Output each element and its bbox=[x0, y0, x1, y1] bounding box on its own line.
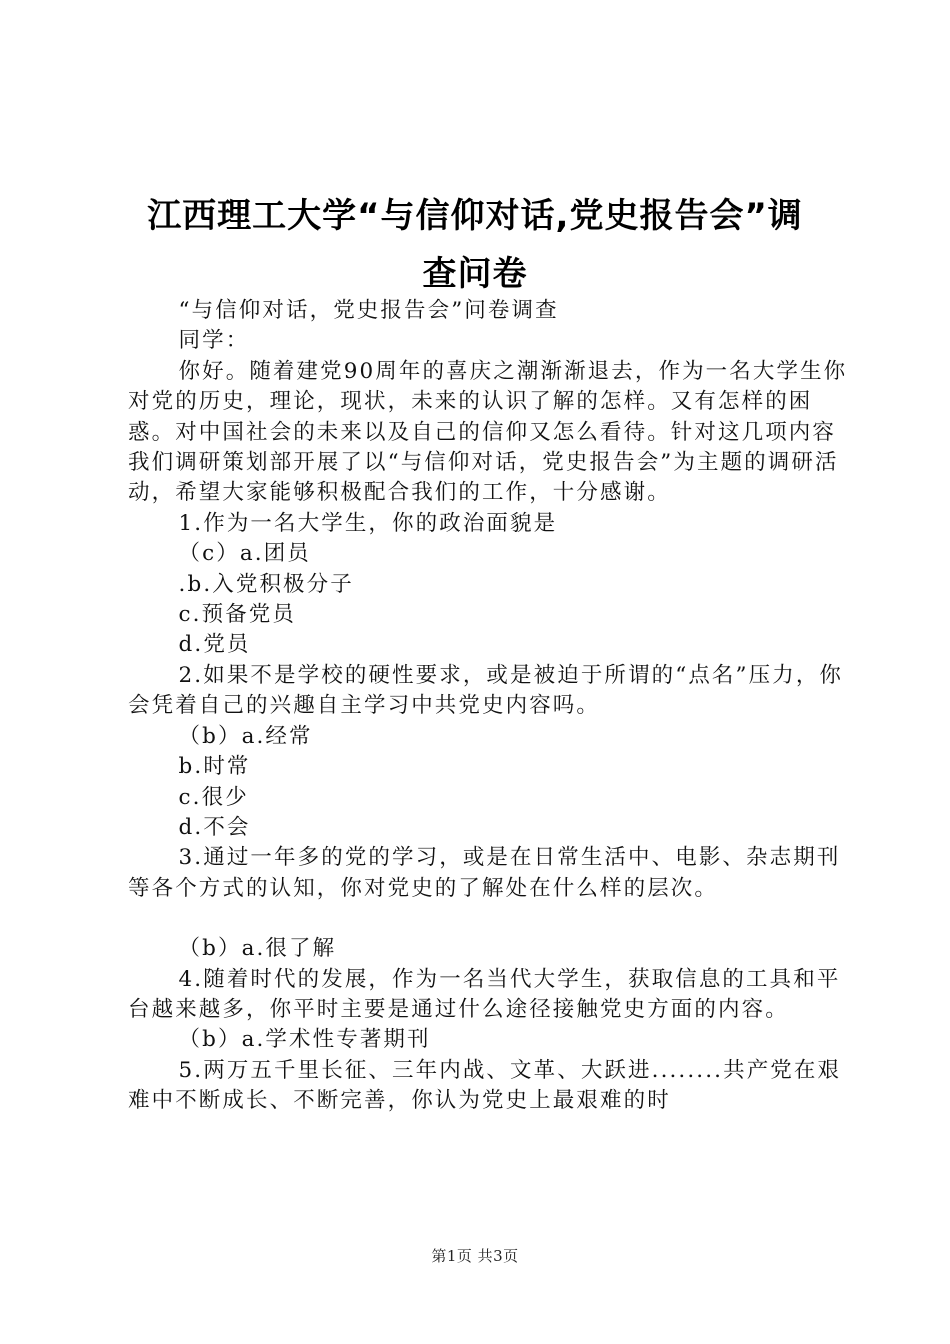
question-4-option-a: （b）a.学术性专著期刊 bbox=[178, 1027, 431, 1053]
question-2-option-a: （b）a.经常 bbox=[178, 723, 313, 749]
question-2: 2.如果不是学校的硬性要求，或是被迫于所谓的“点名”压力，你会凭着自己的兴趣自主学习中共党史内容吗。 bbox=[128, 662, 844, 719]
question-1-option-b: .b.入党积极分子 bbox=[178, 571, 354, 597]
question-1: 1.作为一名大学生，你的政治面貌是 bbox=[178, 510, 558, 536]
question-3: 3.通过一年多的党的学习，或是在日常生活中、电影、杂志期刊等各个方式的认知，你对党史的了解处在什么样的层次。 bbox=[128, 845, 841, 901]
document-title-line-1: 江西理工大学“与信仰对话,党史报告会”调 bbox=[147, 196, 803, 236]
salutation: 同学： bbox=[178, 328, 250, 354]
page-footer: 第1页 共3页 bbox=[431, 1247, 519, 1265]
question-2-option-b: b.时常 bbox=[178, 754, 251, 780]
question-1-option-a: （c）a.团员 bbox=[178, 541, 311, 567]
document-title-line-2: 查问卷 bbox=[422, 254, 528, 294]
question-1-option-c: c.预备党员 bbox=[178, 602, 296, 628]
question-2-option-c: c.很少 bbox=[178, 784, 249, 810]
blank-line bbox=[128, 904, 848, 934]
intro-paragraph: 你好。随着建党90周年的喜庆之潮渐渐退去，作为一名大学生你对党的历史，理论，现状，未来的认识了解的怎样。又有怎样的困惑。对中国社会的未来以及自己的信仰又怎么看待。针对这几项内容我们调研策划部开展了以“与信仰对话，党史报告会”为主题的调研活动，希望大家能够积极配合我们的工作，十分感谢。 bbox=[128, 358, 848, 506]
question-4: 4.随着时代的发展，作为一名当代大学生，获取信息的工具和平台越来越多，你平时主要是通过什么途径接触党史方面的内容。 bbox=[128, 966, 841, 1022]
question-3-option-a: （b）a.很了解 bbox=[178, 936, 337, 962]
document-body bbox=[128, 296, 848, 1117]
survey-heading: “与信仰对话，党史报告会”问卷调查 bbox=[178, 298, 559, 323]
question-5: 5.两万五千里长征、三年内战、文革、大跃进........共产党在艰难中不断成长、不断完善，你认为党史上最艰难的时 bbox=[128, 1057, 842, 1114]
question-1-option-d: d.党员 bbox=[178, 632, 251, 658]
question-2-option-d: d.不会 bbox=[178, 814, 251, 840]
